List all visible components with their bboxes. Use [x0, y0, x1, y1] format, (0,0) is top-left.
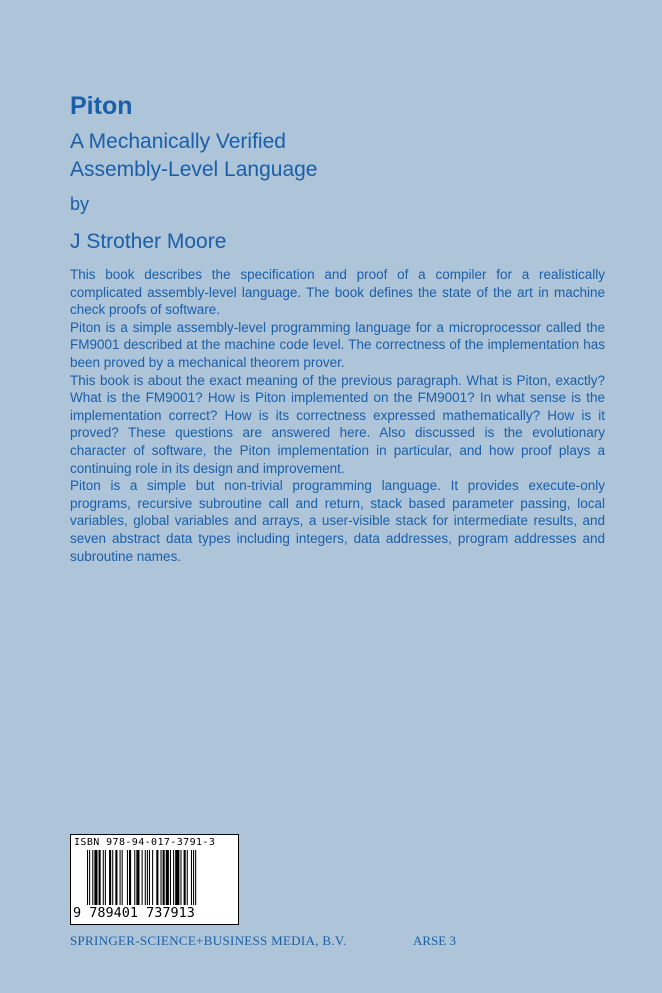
barcode-bar [120, 850, 121, 905]
barcode-bar [175, 850, 179, 905]
barcode-bar [166, 850, 169, 905]
author-name: J Strother Moore [70, 230, 227, 253]
subtitle-line-2: Assembly-Level Language [70, 158, 318, 181]
barcode-bar [87, 850, 88, 905]
description-paragraph-1: This book describes the specification and proof of a compiler for a realistically complicated assembly-level language. The book defines the state of the art in machine check proofs of software. [70, 267, 605, 318]
isbn-barcode [70, 834, 239, 925]
book-title: Piton [70, 92, 133, 120]
barcode-bar [170, 850, 171, 905]
barcode-bar [195, 850, 196, 905]
barcode-bar [187, 850, 188, 905]
barcode-bar [112, 850, 113, 905]
description-paragraph-4: Piton is a simple but non-trivial programming language. It provides execute-only programs, recursive subroutine call and return, stack based parameter passing, local variables, global variables and arrays, a user-visible stack for intermediate results, and seven abstract data types including integers, data addresses, program addresses and subroutine names. [70, 478, 605, 564]
barcode-bar [115, 850, 117, 905]
barcode-bar [152, 850, 153, 905]
book-description [70, 266, 605, 565]
barcode-bar [191, 850, 192, 905]
barcode-digits: 9 789401 737913 [73, 905, 195, 921]
barcode-bar [94, 850, 97, 905]
barcode-bar [142, 850, 143, 905]
barcode-bar [156, 850, 158, 905]
isbn-label: ISBN 978-94-017-3791-3 [74, 837, 216, 848]
description-paragraph-2: Piton is a simple assembly-level programming language for a microprocessor called the FM9001 described at the machine code level. The correctness of the implementation has been proved by a mechanical theorem prover. [70, 319, 605, 370]
publisher-name: SPRINGER-SCIENCE+BUSINESS MEDIA, B.V. [70, 933, 347, 948]
barcode-bar [129, 850, 131, 905]
barcode-bar [180, 850, 181, 905]
barcode-bars [87, 850, 223, 905]
barcode-bar [173, 850, 174, 905]
barcode-bar [136, 850, 139, 905]
barcode-bar [127, 850, 128, 905]
barcode-bar [145, 850, 146, 905]
barcode-bar [109, 850, 111, 905]
book-subtitle [70, 128, 318, 184]
barcode-bar [163, 850, 165, 905]
barcode-bar [99, 850, 101, 905]
barcode-bar [105, 850, 106, 905]
subtitle-line-1: A Mechanically Verified [70, 130, 286, 153]
barcode-bar [184, 850, 186, 905]
barcode-bar [134, 850, 135, 905]
barcode-bar [122, 850, 123, 905]
barcode-bar [92, 850, 93, 905]
description-paragraph-3: This book is about the exact meaning of the previous paragraph. What is Piton, exactly? What is the FM9001? How is Piton implemented on the FM9001? In what sense is the implementation correct? How is its correctness expressed mathematically? How is it proved? These questions are answered here. Also discussed is the evolutionary character of software, the Piton implementation in particular, and how proof plays a continuing role in its design and improvement. [70, 372, 605, 476]
barcode-bar [147, 850, 148, 905]
by-label: by [70, 194, 90, 214]
barcode-bar [149, 850, 150, 905]
barcode-bar [193, 850, 194, 905]
barcode-bar [103, 850, 104, 905]
series-code: ARSE 3 [413, 933, 456, 948]
barcode-bar [89, 850, 90, 905]
barcode-bar [161, 850, 162, 905]
